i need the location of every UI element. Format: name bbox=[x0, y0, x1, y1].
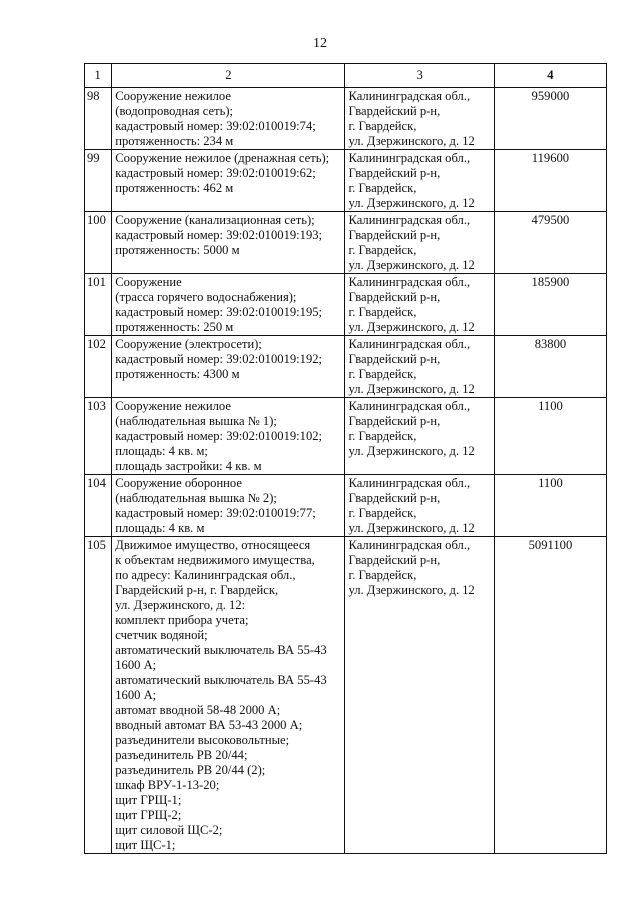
description-line: площадь: 4 кв. м bbox=[115, 521, 205, 535]
address-line: Гвардейский р-н, bbox=[348, 352, 441, 366]
address-line: Калининградская обл., bbox=[348, 476, 471, 490]
object-value: 185900 bbox=[494, 274, 606, 336]
page-number: 12 bbox=[313, 36, 327, 51]
object-value: 83800 bbox=[494, 336, 606, 398]
table-row bbox=[85, 336, 607, 398]
address-line: Калининградская обл., bbox=[348, 213, 471, 227]
description-line: кадастровый номер: 39:02:010019:195; bbox=[115, 305, 323, 319]
description-line: кадастровый номер: 39:02:010019:102; bbox=[115, 429, 323, 443]
description-line: (наблюдательная вышка № 1); bbox=[115, 414, 277, 428]
object-address bbox=[345, 212, 494, 274]
address-line: Гвардейский р-н, bbox=[348, 290, 441, 304]
object-description bbox=[112, 274, 345, 336]
address-line: Гвардейский р-н, bbox=[348, 166, 441, 180]
description-line: автомат вводной 58-48 2000 А; bbox=[115, 703, 281, 717]
object-address bbox=[345, 398, 494, 475]
address-line: г. Гвардейск, bbox=[348, 181, 417, 195]
address-line: ул. Дзержинского, д. 12 bbox=[348, 134, 475, 148]
description-line: кадастровый номер: 39:02:010019:77; bbox=[115, 506, 316, 520]
address-line: Калининградская обл., bbox=[348, 89, 471, 103]
description-line: (трасса горячего водоснабжения); bbox=[115, 290, 297, 304]
description-line: Сооружение нежилое (дренажная сеть); bbox=[115, 151, 330, 165]
object-description bbox=[112, 537, 345, 854]
row-number: 98 bbox=[85, 88, 112, 150]
description-line: Сооружение bbox=[115, 275, 182, 289]
object-value: 959000 bbox=[494, 88, 606, 150]
address-line: г. Гвардейск, bbox=[348, 243, 417, 257]
table-header-row bbox=[85, 64, 607, 88]
description-line: Гвардейский р-н, г. Гвардейск, bbox=[115, 583, 279, 597]
description-line: кадастровый номер: 39:02:010019:193; bbox=[115, 228, 323, 242]
address-line: ул. Дзержинского, д. 12 bbox=[348, 258, 475, 272]
description-line: разъединитель РВ 20/44; bbox=[115, 748, 248, 762]
description-line: кадастровый номер: 39:02:010019:192; bbox=[115, 352, 323, 366]
description-line: комплект прибора учета; bbox=[115, 613, 249, 627]
table-row bbox=[85, 274, 607, 336]
address-line: Калининградская обл., bbox=[348, 399, 471, 413]
description-line: (водопроводная сеть); bbox=[115, 104, 234, 118]
address-line: ул. Дзержинского, д. 12 bbox=[348, 196, 475, 210]
column-header-value: 4 bbox=[494, 64, 606, 88]
description-line: счетчик водяной; bbox=[115, 628, 208, 642]
address-line: Калининградская обл., bbox=[348, 151, 471, 165]
table-row bbox=[85, 398, 607, 475]
address-line: Калининградская обл., bbox=[348, 275, 471, 289]
address-line: Калининградская обл., bbox=[348, 538, 471, 552]
object-address bbox=[345, 537, 494, 854]
description-line: автоматический выключатель ВА 55-43 bbox=[115, 673, 327, 687]
description-line: 1600 А; bbox=[115, 658, 157, 672]
object-value: 1100 bbox=[494, 475, 606, 537]
description-line: щит ГРЩ-2; bbox=[115, 808, 182, 822]
table-body bbox=[85, 88, 607, 854]
table-row bbox=[85, 150, 607, 212]
description-line: щит ЩС-1; bbox=[115, 838, 176, 852]
description-line: протяженность: 462 м bbox=[115, 181, 234, 195]
address-line: г. Гвардейск, bbox=[348, 367, 417, 381]
description-line: Движимое имущество, относящееся bbox=[115, 538, 311, 552]
object-address bbox=[345, 88, 494, 150]
description-line: к объектам недвижимого имущества, bbox=[115, 553, 315, 567]
description-line: протяженность: 250 м bbox=[115, 320, 234, 334]
object-description bbox=[112, 212, 345, 274]
address-line: г. Гвардейск, bbox=[348, 429, 417, 443]
row-number: 104 bbox=[85, 475, 112, 537]
description-line: кадастровый номер: 39:02:010019:62; bbox=[115, 166, 316, 180]
description-line: 1600 А; bbox=[115, 688, 157, 702]
address-line: Гвардейский р-н, bbox=[348, 414, 441, 428]
description-line: протяженность: 5000 м bbox=[115, 243, 240, 257]
address-line: ул. Дзержинского, д. 12 bbox=[348, 521, 475, 535]
address-line: ул. Дзержинского, д. 12 bbox=[348, 382, 475, 396]
table-row bbox=[85, 537, 607, 854]
object-address bbox=[345, 150, 494, 212]
description-line: Сооружение оборонное bbox=[115, 476, 242, 490]
column-header-address: 3 bbox=[345, 64, 494, 88]
description-line: щит силовой ЩС-2; bbox=[115, 823, 223, 837]
description-line: площадь: 4 кв. м; bbox=[115, 444, 208, 458]
column-header-description: 2 bbox=[112, 64, 345, 88]
object-address bbox=[345, 475, 494, 537]
address-line: ул. Дзержинского, д. 12 bbox=[348, 320, 475, 334]
address-line: г. Гвардейск, bbox=[348, 506, 417, 520]
object-description bbox=[112, 398, 345, 475]
object-value: 479500 bbox=[494, 212, 606, 274]
address-line: Калининградская обл., bbox=[348, 337, 471, 351]
row-number: 102 bbox=[85, 336, 112, 398]
description-line: площадь застройки: 4 кв. м bbox=[115, 459, 262, 473]
object-value: 1100 bbox=[494, 398, 606, 475]
row-number: 103 bbox=[85, 398, 112, 475]
description-line: Сооружение нежилое bbox=[115, 89, 231, 103]
description-line: Сооружение нежилое bbox=[115, 399, 231, 413]
property-table bbox=[84, 63, 607, 854]
description-line: автоматический выключатель ВА 55-43 bbox=[115, 643, 327, 657]
description-line: Сооружение (электросети); bbox=[115, 337, 262, 351]
row-number: 101 bbox=[85, 274, 112, 336]
description-line: ул. Дзержинского, д. 12: bbox=[115, 598, 246, 612]
object-address bbox=[345, 274, 494, 336]
description-line: кадастровый номер: 39:02:010019:74; bbox=[115, 119, 316, 133]
address-line: ул. Дзержинского, д. 12 bbox=[348, 583, 475, 597]
row-number: 105 bbox=[85, 537, 112, 854]
object-description bbox=[112, 150, 345, 212]
description-line: Сооружение (канализационная сеть); bbox=[115, 213, 315, 227]
table-row bbox=[85, 212, 607, 274]
row-number: 100 bbox=[85, 212, 112, 274]
object-value: 119600 bbox=[494, 150, 606, 212]
description-line: разъединители высоковольтные; bbox=[115, 733, 290, 747]
description-line: протяженность: 234 м bbox=[115, 134, 234, 148]
description-line: протяженность: 4300 м bbox=[115, 367, 240, 381]
table-row bbox=[85, 475, 607, 537]
table-row bbox=[85, 88, 607, 150]
description-line: вводный автомат ВА 53-43 2000 А; bbox=[115, 718, 303, 732]
description-line: разъединитель РВ 20/44 (2); bbox=[115, 763, 266, 777]
description-line: по адресу: Калининградская обл., bbox=[115, 568, 296, 582]
address-line: Гвардейский р-н, bbox=[348, 553, 441, 567]
description-line: шкаф ВРУ-1-13-20; bbox=[115, 778, 220, 792]
object-address bbox=[345, 336, 494, 398]
address-line: г. Гвардейск, bbox=[348, 119, 417, 133]
description-line: щит ГРЩ-1; bbox=[115, 793, 182, 807]
address-line: Гвардейский р-н, bbox=[348, 228, 441, 242]
address-line: г. Гвардейск, bbox=[348, 568, 417, 582]
address-line: Гвардейский р-н, bbox=[348, 104, 441, 118]
address-line: г. Гвардейск, bbox=[348, 305, 417, 319]
address-line: ул. Дзержинского, д. 12 bbox=[348, 444, 475, 458]
object-description bbox=[112, 336, 345, 398]
description-line: (наблюдательная вышка № 2); bbox=[115, 491, 277, 505]
object-description bbox=[112, 88, 345, 150]
object-description bbox=[112, 475, 345, 537]
address-line: Гвардейский р-н, bbox=[348, 491, 441, 505]
object-value: 5091100 bbox=[494, 537, 606, 854]
column-header-number: 1 bbox=[85, 64, 112, 88]
row-number: 99 bbox=[85, 150, 112, 212]
